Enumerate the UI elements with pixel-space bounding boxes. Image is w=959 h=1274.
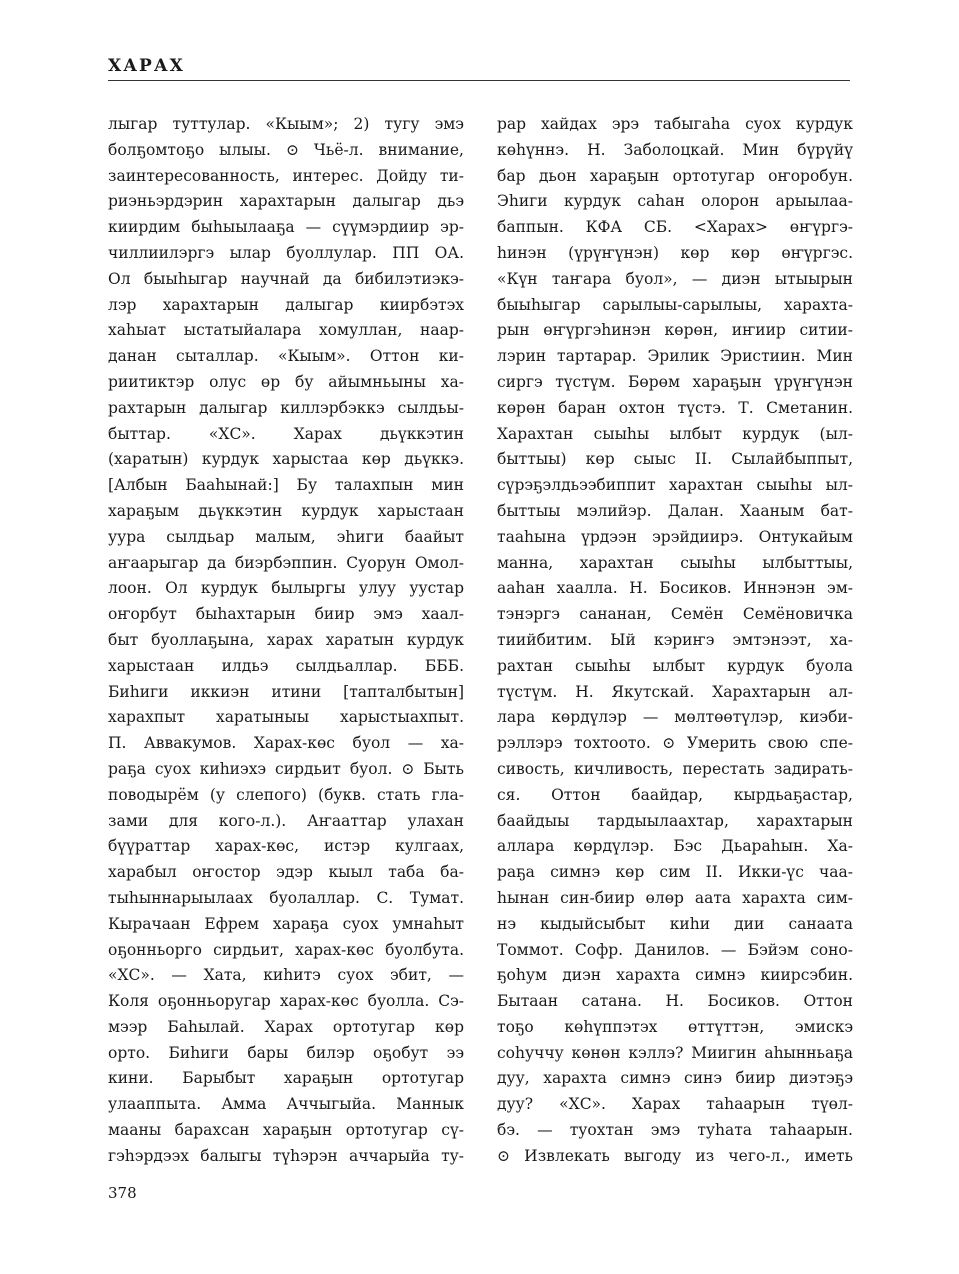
text-line: Биһиги иккиэн итини [тапталбытын] [108, 682, 464, 701]
text-line: быыһыгар сарылыы-сарылыы, харахта- [497, 295, 853, 314]
text-line: быттар. «ХС». Харах дьүккэтин [108, 424, 464, 443]
text-line: риитиктэр олус өр бу айымньыны ха- [108, 372, 464, 391]
text-line: харыстаан илдьэ сылдьаллар. БББ. [108, 656, 464, 675]
text-line: лоон. Ол курдук былыргы улуу уустар [108, 579, 464, 598]
text-line: манна, харахтан сыыһы ылбыттыы, [497, 553, 853, 572]
text-line: орто. Биһиги бары билэр оҕобут ээ [108, 1043, 464, 1062]
text-line: һынан син-биир өлөр аата харахта сим- [497, 888, 853, 907]
text-line: Харахтан сыыһы ылбыт курдук (ыл- [497, 424, 853, 443]
text-line: улааппыта. Амма Аччыгыйа. Маннык [108, 1095, 464, 1114]
text-line: Ол быыһыгар научнай да бибилэтиэкэ- [108, 269, 464, 288]
text-line: рахтан сыыһы ылбыт курдук буола [497, 656, 853, 675]
text-line: болҕомтоҕо ылыы. ⊙ Чьё-л. внимание, [108, 140, 464, 159]
text-line: рэллэрэ тохтоото. ⊙ Умерить свою спе- [497, 734, 853, 753]
text-line: поводырём (у слепого) (букв. стать гла- [108, 785, 464, 804]
text-line: уура сылдьар малым, эһиги баайыт [108, 527, 464, 546]
text-line: риэньэрдэрин харахтарын далыгар дьэ [108, 192, 464, 211]
text-line: быттыы) көр сыыс II. Сылайбыппыт, [497, 450, 853, 469]
text-line: хараҕым дьүккэтин курдук харыстаан [108, 501, 464, 520]
text-line: бүүраттар харах-көс, истэр кулгаах, [108, 837, 464, 856]
text-line: тиийбитим. Ый кэриҥэ эмтэнээт, ха- [497, 630, 853, 649]
page-number: 378 [108, 1184, 137, 1202]
text-line: быттыы мэлийэр. Далан. Хааным бат- [497, 501, 853, 520]
text-line: лэрин тартарар. Эрилик Эристиин. Мин [497, 347, 853, 366]
text-line: данан сыталлар. «Кыым». Оттон ки- [108, 347, 464, 366]
text-line: раҕа суох киһиэхэ сирдьит буол. ⊙ Быть [108, 759, 464, 778]
text-line: (харатын) курдук харыстаа көр дьүккэ. [108, 450, 464, 469]
text-line: П. Аввакумов. Харах-көс буол — ха- [108, 734, 464, 753]
text-line: аҥаарыгар да биэрбэппин. Суорун Омол- [108, 553, 464, 572]
left-column [108, 112, 464, 1170]
text-line: «ХС». — Хата, киһитэ суох эбит, — [108, 966, 464, 985]
text-line: Коля оҕонньоругар харах-көс буолла. Сэ- [108, 992, 464, 1011]
text-line: тыһыннарыылаах буолаллар. С. Тумат. [108, 888, 464, 907]
text-line: дуу? «ХС». Харах таһаарын түөл- [497, 1095, 853, 1114]
text-line: зами для кого-л.). Аҥааттар улахан [108, 811, 464, 830]
text-line: оҥорбут быһахтарын биир эмэ хаал- [108, 605, 464, 624]
text-line: ҕоһум диэн харахта симнэ киирсэбин. [497, 966, 853, 985]
header-rule [108, 80, 850, 81]
text-line: ааһан хаалла. Н. Босиков. Иннэнэн эм- [497, 579, 853, 598]
text-line: мээр Баһылай. Харах ортотугар көр [108, 1017, 464, 1036]
text-line: аллара көрдүлэр. Бэс Дьараһын. Ха- [497, 837, 853, 856]
text-line: тааһына үрдээн эрэйдиирэ. Онтукайым [497, 527, 853, 546]
running-header: ХАРАХ [108, 56, 185, 76]
text-line: дуу, харахта симнэ синэ биир диэтэҕэ [497, 1069, 853, 1088]
text-line: Томмот. Софр. Данилов. — Бэйэм соно- [497, 940, 853, 959]
text-line: сиргэ түстүм. Бөрөм хараҕын үрүҥүнэн [497, 372, 853, 391]
text-line: «Күн таҥара буол», — диэн ытыырын [497, 269, 853, 288]
text-line: көһүннэ. Н. Заболоцкай. Мин бүрүйү [497, 140, 853, 159]
text-line: харахпыт харатыныы харыстыахпыт. [108, 708, 464, 727]
text-line: тоҕо көһүппэтэх өттүттэн, эмискэ [497, 1017, 853, 1036]
text-line: түстүм. Н. Якутскай. Харахтарын ал- [497, 682, 853, 701]
text-line: рахтарын далыгар киллэрбэккэ сылдьы- [108, 398, 464, 417]
text-line: харабыл оҥостор эдэр кыыл таба ба- [108, 863, 464, 882]
text-line: Эһиги курдук саһан олорон арыылаа- [497, 192, 853, 211]
text-line: Кырачаан Ефрем хараҕа суох умнаһыт [108, 914, 464, 933]
right-column [497, 112, 853, 1170]
text-line: рар хайдах эрэ табыгаһа суох курдук [497, 115, 853, 133]
text-line: бар дьон хараҕын ортотугар оҥоробун. [497, 166, 853, 185]
text-line: киирдим быһыылааҕа — сүүмэрдиир эр- [108, 218, 464, 237]
text-line: лыгар туттулар. «Кыым»; 2) тугу эмэ [108, 115, 464, 133]
text-line: раҕа симнэ көр сим II. Икки-үс чаа- [497, 863, 853, 882]
text-line: көрөн баран охтон түстэ. Т. Сметанин. [497, 398, 853, 417]
text-line: чиллиилэргэ ылар буоллулар. ПП ОА. [108, 243, 464, 262]
text-line: баайдыы тардыылаахтар, харахтарын [497, 811, 853, 830]
text-line: нэ кыдыйсыбыт киһи дии санаата [497, 914, 853, 933]
text-line: ⊙ Извлекать выгоду из чего-л., иметь [497, 1146, 853, 1165]
text-line: баппын. КФА СБ. <Харах> өҥүргэ- [497, 218, 853, 237]
text-line: сүрэҕэлдьээбиппит харахтан сыыһы ыл- [497, 476, 853, 495]
text-line: быт буоллаҕына, харах харатын курдук [108, 630, 464, 649]
text-line: сивость, кичливость, перестать задирать- [497, 759, 853, 778]
text-line: мааны барахсан хараҕын ортотугар сү- [108, 1121, 464, 1140]
text-line: хаһыат ыстатыйалара хомуллан, наар- [108, 321, 464, 340]
text-line: ся. Оттон баайдар, кырдьаҕастар, [497, 785, 853, 804]
text-line: лэр харахтарын далыгар киирбэтэх [108, 295, 464, 314]
text-line: Бытаан сатана. Н. Босиков. Оттон [497, 992, 853, 1011]
text-line: гэһэрдээх балыгы түһэрэн аччарыйа ту- [108, 1146, 464, 1165]
text-line: соһуччу көнөн кэллэ? Миигин аһынньаҕа [497, 1043, 853, 1062]
text-line: оҕонньорго сирдьит, харах-көс буолбута. [108, 940, 464, 959]
text-line: заинтересованность, интерес. Дойду ти- [108, 166, 464, 185]
text-line: тэнэргэ сананан, Семён Семёновичка [497, 605, 853, 624]
text-line: лара көрдүлэр — мөлтөөтүлэр, киэби- [497, 708, 853, 727]
text-line: кини. Барыбыт хараҕын ортотугар [108, 1069, 464, 1088]
text-line: рын өҥүргэһинэн көрөн, иҥиир ситии- [497, 321, 853, 340]
text-line: бэ. — туохтан эмэ туһата таһаарын. [497, 1121, 853, 1140]
text-line: һинэн (үрүҥүнэн) көр көр өҥүргэс. [497, 243, 853, 262]
text-line: [Албын Бааһынай:] Бу талахпын мин [108, 476, 464, 495]
